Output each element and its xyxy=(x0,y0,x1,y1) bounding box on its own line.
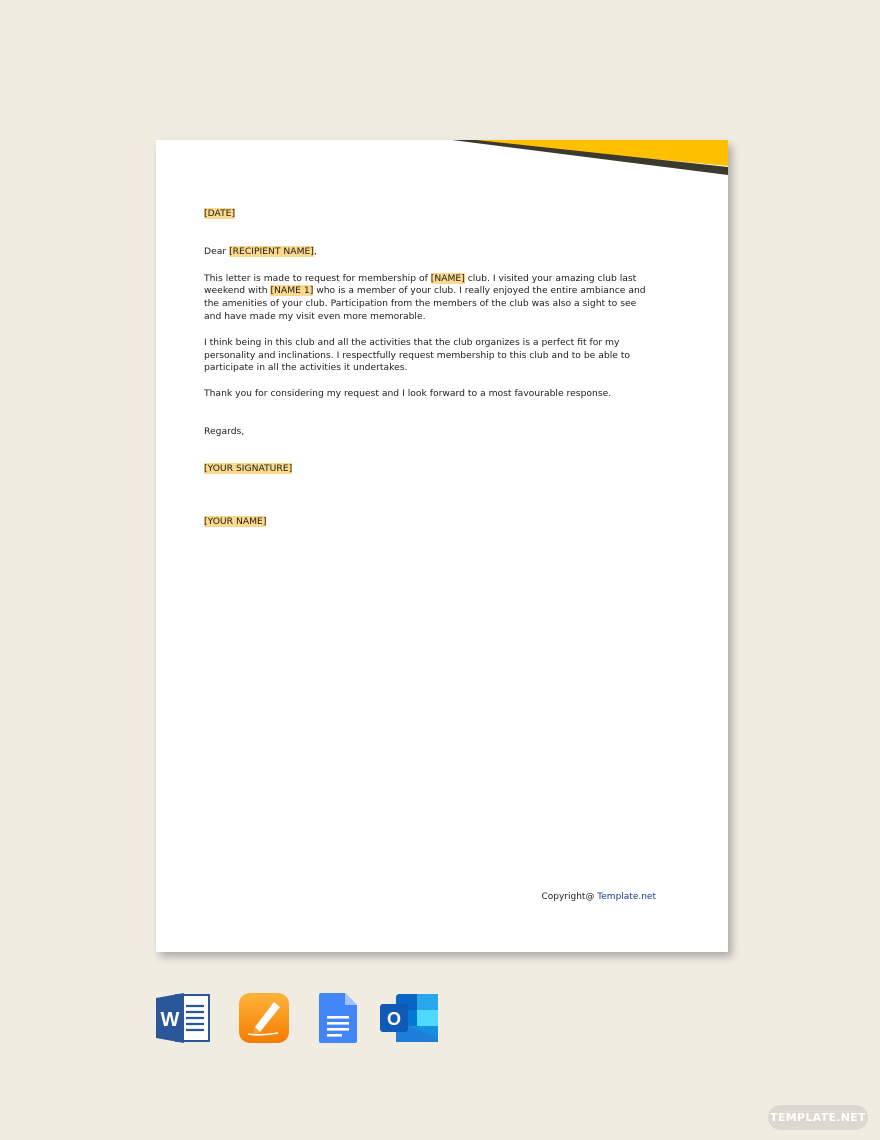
signature-placeholder: [YOUR SIGNATURE] xyxy=(204,462,293,474)
outlook-letter: O xyxy=(386,1009,402,1029)
microsoft-word-icon[interactable] xyxy=(156,992,212,1044)
closing: Regards, xyxy=(204,425,245,437)
club-name-placeholder: [NAME] xyxy=(430,272,465,284)
copyright-notice: Copyright@ Template.net xyxy=(541,892,656,902)
apple-pages-icon[interactable] xyxy=(238,992,290,1044)
letter-page xyxy=(156,140,728,952)
corner-accent-decoration xyxy=(156,140,728,180)
google-docs-icon[interactable] xyxy=(318,992,358,1044)
date-placeholder: [DATE] xyxy=(204,208,236,219)
date-line xyxy=(204,208,656,221)
signature-line xyxy=(204,463,656,476)
paragraph-2: I think being in this club and all the activities that the club organizes is a perfect fit for my personality and inclinations. I respectfully request membership to this club and to be able to participate in all the activities it undertakes. xyxy=(204,336,631,374)
paragraph-1: This letter is made to request for membership of [NAME] club. I visited your amazing club last weekend with [NAME 1] who is a member of your club. I really enjoyed the entire ambiance and the amenities of your club. Participation from the members of the club was also a sight to see and have made my visit even more memorable. xyxy=(204,272,646,322)
microsoft-outlook-icon[interactable] xyxy=(378,992,440,1044)
member-name-placeholder: [NAME 1] xyxy=(270,285,314,297)
template-net-link[interactable]: Template.net xyxy=(597,892,656,902)
salutation: Dear [RECIPIENT NAME], xyxy=(204,245,317,257)
your-name-placeholder: [YOUR NAME] xyxy=(204,515,267,527)
name-line xyxy=(204,516,656,529)
word-letter: W xyxy=(160,1009,180,1031)
template-net-watermark: TEMPLATE.NET xyxy=(768,1105,868,1130)
recipient-placeholder: [RECIPIENT NAME] xyxy=(229,245,314,257)
letter-body xyxy=(204,208,656,528)
paragraph-3: Thank you for considering my request and I look forward to a most favourable response. xyxy=(204,388,612,400)
